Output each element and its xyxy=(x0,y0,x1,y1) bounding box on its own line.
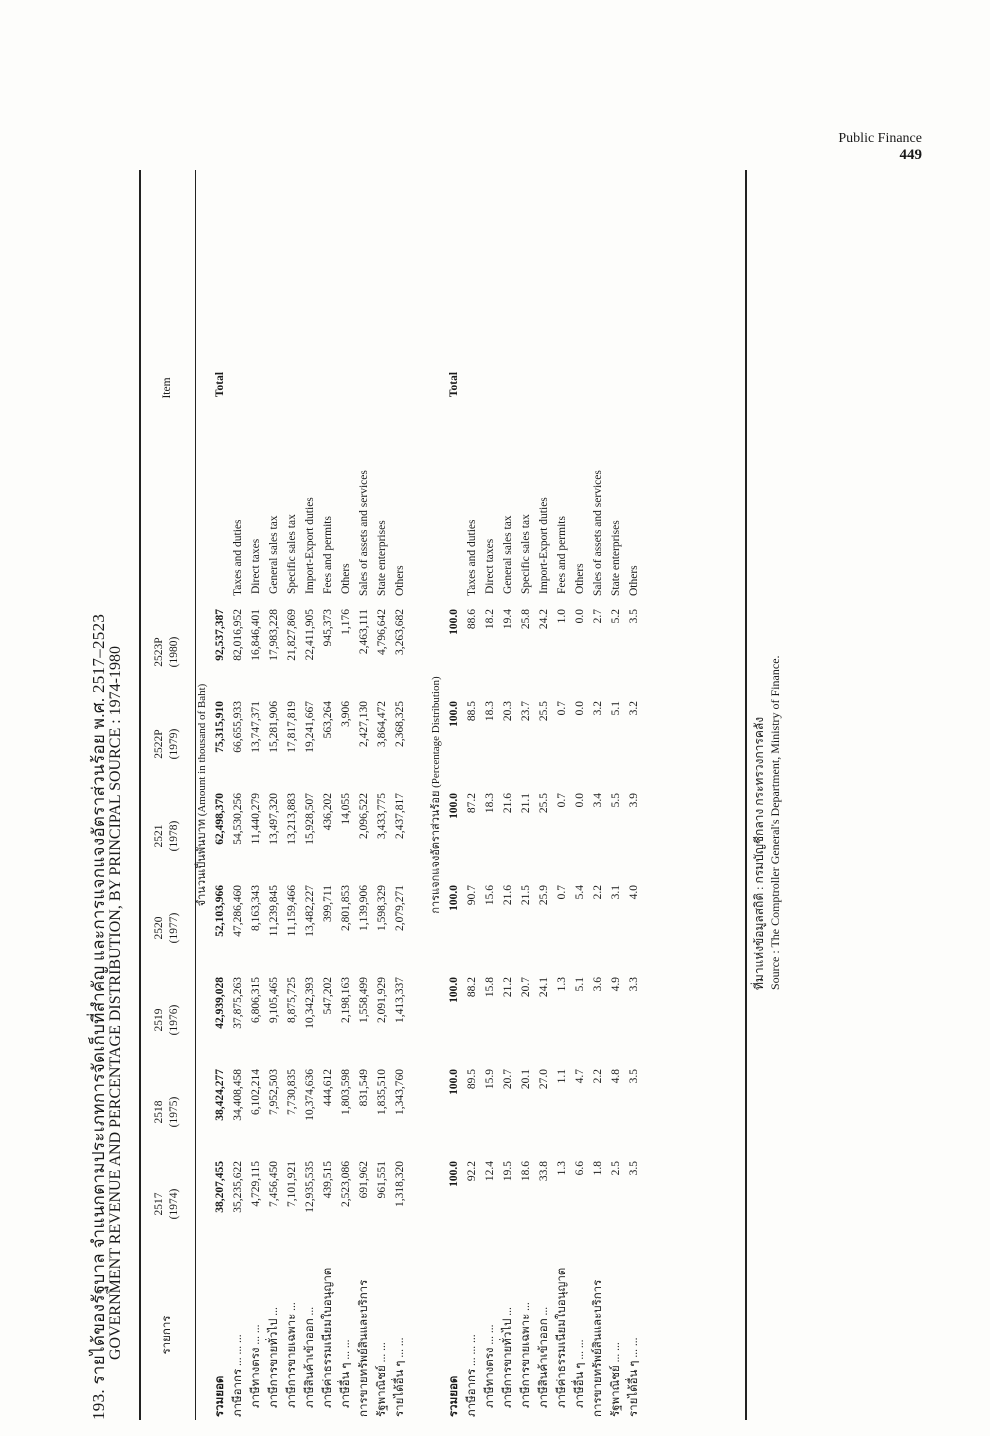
cell-value: 0.7 xyxy=(556,885,568,900)
page-header xyxy=(838,130,922,164)
section-gap xyxy=(409,170,427,1420)
cell-value: 21.2 xyxy=(502,977,514,998)
cell-value: 1.1 xyxy=(556,1069,568,1084)
row-label-english: Import-Export duties xyxy=(304,497,316,594)
cell-value: 3.3 xyxy=(628,977,640,992)
row-label-thai: ภาษีสินค้าเข้าออก ... xyxy=(538,1306,550,1408)
source-english: Source : The Comptroller General's Department, Ministry of Finance. xyxy=(768,655,782,990)
cell-value: 4,729,115 xyxy=(250,1161,262,1207)
cell-value: 92,537,387 xyxy=(214,609,226,661)
row-label-thai: การขายทรัพย์สินและบริการ xyxy=(592,1279,604,1417)
row-label-thai: ภาษีค่าธรรมเนียมใบอนุญาต xyxy=(322,1267,334,1408)
col-item: Item xyxy=(160,377,173,399)
cell-value: 3,433,775 xyxy=(376,793,388,839)
cell-value: 8,875,725 xyxy=(286,977,298,1023)
cell-value: 100.0 xyxy=(448,977,460,1003)
cell-value: 4.0 xyxy=(628,885,640,900)
table-row xyxy=(535,170,553,1420)
row-label-thai: รวมยอด xyxy=(214,1375,226,1417)
cell-value: 87.2 xyxy=(466,793,478,814)
table-row xyxy=(391,170,409,1420)
cell-value: 19.4 xyxy=(502,609,514,630)
col-year: 2523P (1980) xyxy=(153,636,180,668)
cell-value: 1,598,329 xyxy=(376,885,388,931)
cell-value: 100.0 xyxy=(448,793,460,819)
cell-value: 6,102,214 xyxy=(250,1069,262,1115)
cell-value: 66,655,933 xyxy=(232,701,244,753)
cell-value: 3.5 xyxy=(628,1161,640,1176)
cell-value: 5.1 xyxy=(610,701,622,716)
cell-value: 62,498,370 xyxy=(214,793,226,845)
row-label-english: Total xyxy=(448,371,460,398)
cell-value: 15,928,507 xyxy=(304,793,316,845)
row-label-english: Direct taxes xyxy=(484,538,496,594)
row-label-english: Fees and permits xyxy=(556,516,568,594)
cell-value: 34,408,458 xyxy=(232,1069,244,1121)
row-label-thai: ภาษีอื่น ๆ ... ... xyxy=(340,1339,352,1408)
rotated-table-page xyxy=(45,170,845,1420)
cell-value: 22,411,905 xyxy=(304,609,316,661)
cell-value: 6,806,315 xyxy=(250,977,262,1023)
row-label-thai: ภาษีค่าธรรมเนียมใบอนุญาต xyxy=(556,1267,568,1408)
row-label-english: Fees and permits xyxy=(322,516,334,594)
cell-value: 3,864,472 xyxy=(376,701,388,747)
cell-value: 21.6 xyxy=(502,885,514,906)
cell-value: 7,952,503 xyxy=(268,1069,280,1115)
cell-value: 37,875,263 xyxy=(232,977,244,1029)
cell-value: 18.6 xyxy=(520,1161,532,1182)
cell-value: 92.2 xyxy=(466,1161,478,1182)
cell-value: 3.5 xyxy=(628,1069,640,1084)
cell-value: 21,827,869 xyxy=(286,609,298,661)
cell-value: 444,612 xyxy=(322,1069,334,1107)
cell-value: 831,549 xyxy=(358,1069,370,1107)
row-label-english: Specific sales tax xyxy=(520,514,532,594)
table-row xyxy=(463,170,481,1420)
cell-value: 7,101,921 xyxy=(286,1161,298,1207)
cell-value: 1,558,499 xyxy=(358,977,370,1023)
cell-value: 547,202 xyxy=(322,977,334,1015)
row-label-thai: ภาษีการขายทั่วไป ... xyxy=(502,1307,514,1408)
column-header-row xyxy=(141,170,193,1420)
cell-value: 5.1 xyxy=(574,977,586,992)
col-year: 2519 (1976) xyxy=(153,1004,180,1036)
cell-value: 14,055 xyxy=(340,793,352,825)
row-label-thai: ภาษีอากร ... ... ... xyxy=(232,1334,244,1417)
cell-value: 436,202 xyxy=(322,793,334,831)
cell-value: 52,103,966 xyxy=(214,885,226,937)
cell-value: 5.4 xyxy=(574,885,586,900)
row-label-thai: การขายทรัพย์สินและบริการ xyxy=(358,1279,370,1417)
cell-value: 38,207,455 xyxy=(214,1161,226,1213)
table-row xyxy=(571,170,589,1420)
table-row xyxy=(283,170,301,1420)
cell-value: 13,213,883 xyxy=(286,793,298,845)
cell-value: 4,796,642 xyxy=(376,609,388,655)
cell-value: 100.0 xyxy=(448,1069,460,1095)
row-label-thai: ภาษีอื่น ๆ ... ... xyxy=(574,1339,586,1408)
cell-value: 3,906 xyxy=(340,701,352,727)
cell-value: 1.8 xyxy=(592,1161,604,1176)
row-label-thai: ภาษีอากร ... ... ... xyxy=(466,1334,478,1417)
table-row xyxy=(301,170,319,1420)
cell-value: 88.6 xyxy=(466,609,478,630)
cell-value: 1,176 xyxy=(340,609,352,635)
row-label-english: Others xyxy=(628,565,640,596)
row-label-english: Taxes and duties xyxy=(466,519,478,596)
cell-value: 11,159,466 xyxy=(286,885,298,937)
cell-value: 2.2 xyxy=(592,885,604,900)
cell-value: 24.1 xyxy=(538,977,550,998)
cell-value: 19,241,667 xyxy=(304,701,316,753)
cell-value: 6.6 xyxy=(574,1161,586,1176)
col-thai-item: รายการ xyxy=(160,1315,173,1355)
cell-value: 11,239,845 xyxy=(268,885,280,937)
cell-value: 0.0 xyxy=(574,701,586,716)
row-label-english: General sales tax xyxy=(268,515,280,594)
cell-value: 3.2 xyxy=(628,701,640,716)
row-label-thai: ภาษีสินค้าเข้าออก ... xyxy=(304,1306,316,1408)
cell-value: 9,105,465 xyxy=(268,977,280,1023)
cell-value: 35,235,622 xyxy=(232,1161,244,1213)
table-row xyxy=(481,170,499,1420)
cell-value: 1.3 xyxy=(556,977,568,992)
cell-value: 399,711 xyxy=(322,885,334,922)
table-row xyxy=(265,170,283,1420)
table-row xyxy=(319,170,337,1420)
cell-value: 27.0 xyxy=(538,1069,550,1090)
cell-value: 7,730,835 xyxy=(286,1069,298,1115)
cell-value: 2.2 xyxy=(592,1069,604,1084)
table-row xyxy=(517,170,535,1420)
cell-value: 18.3 xyxy=(484,793,496,814)
row-label-english: Sales of assets and services xyxy=(358,470,370,596)
cell-value: 33.8 xyxy=(538,1161,550,1182)
table-title-thai: 193. รายได้ของรัฐบาล จำแนกตามประเภทการจัดเก็บที่สำคัญ และการแจกแจงอัตราส่วนร้อย พ.ศ. 2517–2523 xyxy=(89,613,108,1420)
cell-value: 4.9 xyxy=(610,977,622,992)
cell-value: 20.7 xyxy=(520,977,532,998)
page-number: 449 xyxy=(899,147,922,163)
table-row xyxy=(499,170,517,1420)
col-year: 2517 (1974) xyxy=(153,1188,180,1220)
cell-value: 89.5 xyxy=(466,1069,478,1090)
cell-value: 2.5 xyxy=(610,1161,622,1176)
section-title-amount: จำนวนเป็นพันบาท (Amount in thousand of Baht) xyxy=(196,683,208,907)
table-row xyxy=(625,170,643,1420)
row-label-thai: ภาษีการขายทั่วไป ... xyxy=(268,1307,280,1408)
cell-value: 15,281,906 xyxy=(268,701,280,753)
cell-value: 15.9 xyxy=(484,1069,496,1090)
cell-value: 23.7 xyxy=(520,701,532,722)
cell-value: 12,935,535 xyxy=(304,1161,316,1213)
cell-value: 25.9 xyxy=(538,885,550,906)
cell-value: 20.3 xyxy=(502,701,514,722)
cell-value: 100.0 xyxy=(448,885,460,911)
table-row xyxy=(211,170,229,1420)
col-year: 2520 (1977) xyxy=(153,912,180,944)
table-row xyxy=(589,170,607,1420)
header-rule xyxy=(195,170,196,1420)
cell-value: 17,817,819 xyxy=(286,701,298,753)
row-label-english: General sales tax xyxy=(502,515,514,594)
cell-value: 5.5 xyxy=(610,793,622,808)
cell-value: 1,139,906 xyxy=(358,885,370,931)
table-title-english: GOVERNMENT REVENUE AND PERCENTAGE DISTRIBUTION, BY PRINCIPAL SOURCE : 1974-1980 xyxy=(107,646,124,1360)
cell-value: 11,440,279 xyxy=(250,793,262,845)
row-label-thai: ภาษีทางตรง ... ... xyxy=(250,1324,262,1408)
cell-value: 47,286,460 xyxy=(232,885,244,937)
cell-value: 15.8 xyxy=(484,977,496,998)
cell-value: 0.0 xyxy=(574,793,586,808)
cell-value: 16,846,401 xyxy=(250,609,262,661)
cell-value: 25.5 xyxy=(538,701,550,722)
cell-value: 13,482,227 xyxy=(304,885,316,937)
revenue-table xyxy=(141,170,643,1420)
cell-value: 100.0 xyxy=(448,609,460,635)
table-row xyxy=(607,170,625,1420)
row-label-thai: รายได้อื่น ๆ ... ... xyxy=(628,1337,640,1417)
section-name: Public Finance xyxy=(838,131,922,146)
cell-value: 54,530,256 xyxy=(232,793,244,845)
cell-value: 10,342,393 xyxy=(304,977,316,1029)
row-label-english: Taxes and duties xyxy=(232,519,244,596)
cell-value: 21.5 xyxy=(520,885,532,906)
cell-value: 1.3 xyxy=(556,1161,568,1176)
cell-value: 7,456,450 xyxy=(268,1161,280,1207)
cell-value: 1,318,320 xyxy=(394,1161,406,1207)
cell-value: 12.4 xyxy=(484,1161,496,1182)
cell-value: 3.4 xyxy=(592,793,604,808)
cell-value: 13,747,371 xyxy=(250,701,262,753)
row-label-english: Total xyxy=(214,371,226,398)
row-label-english: Specific sales tax xyxy=(286,514,298,594)
cell-value: 2,523,086 xyxy=(340,1161,352,1207)
cell-value: 13,497,320 xyxy=(268,793,280,845)
cell-value: 2.7 xyxy=(592,609,604,624)
row-label-thai: รัฐพาณิชย์ ... ... xyxy=(376,1342,388,1417)
table-row xyxy=(337,170,355,1420)
cell-value: 3.9 xyxy=(628,793,640,808)
row-label-english: Others xyxy=(394,565,406,596)
cell-value: 5.2 xyxy=(610,609,622,624)
cell-value: 3.2 xyxy=(592,701,604,716)
row-label-thai: รวมยอด xyxy=(448,1375,460,1417)
table-row xyxy=(373,170,391,1420)
table-row xyxy=(553,170,571,1420)
cell-value: 691,962 xyxy=(358,1161,370,1199)
cell-value: 20.1 xyxy=(520,1069,532,1090)
row-label-english: Direct taxes xyxy=(250,538,262,594)
cell-value: 25.8 xyxy=(520,609,532,630)
cell-value: 945,373 xyxy=(322,609,334,647)
cell-value: 961,551 xyxy=(376,1161,388,1199)
cell-value: 2,463,111 xyxy=(358,609,370,655)
cell-value: 25.5 xyxy=(538,793,550,814)
cell-value: 100.0 xyxy=(448,701,460,727)
cell-value: 21.1 xyxy=(520,793,532,814)
cell-value: 1,835,510 xyxy=(376,1069,388,1115)
cell-value: 21.6 xyxy=(502,793,514,814)
cell-value: 3,263,682 xyxy=(394,609,406,655)
row-label-english: Sales of assets and services xyxy=(592,470,604,596)
cell-value: 10,374,636 xyxy=(304,1069,316,1121)
cell-value: 2,096,522 xyxy=(358,793,370,839)
cell-value: 0.7 xyxy=(556,701,568,716)
row-label-thai: รัฐพาณิชย์ ... ... xyxy=(610,1342,622,1417)
table-row xyxy=(445,170,463,1420)
cell-value: 42,939,028 xyxy=(214,977,226,1029)
cell-value: 4.7 xyxy=(574,1069,586,1084)
cell-value: 1,413,337 xyxy=(394,977,406,1023)
row-label-english: State enterprises xyxy=(610,520,622,596)
row-label-english: Others xyxy=(574,563,586,594)
cell-value: 20.7 xyxy=(502,1069,514,1090)
row-label-thai: ภาษีทางตรง ... ... xyxy=(484,1324,496,1408)
cell-value: 0.0 xyxy=(574,609,586,624)
cell-value: 8,163,343 xyxy=(250,885,262,931)
cell-value: 2,437,817 xyxy=(394,793,406,839)
cell-value: 2,198,163 xyxy=(340,977,352,1023)
cell-value: 24.2 xyxy=(538,609,550,630)
table-row xyxy=(355,170,373,1420)
cell-value: 4.8 xyxy=(610,1069,622,1084)
source-thai: ที่มาแห่งข้อมูลสถิติ : กรมบัญชีกลาง กระทรวงการคลัง xyxy=(752,716,766,990)
col-year: 2518 (1975) xyxy=(153,1096,180,1128)
cell-value: 3.5 xyxy=(628,609,640,624)
cell-value: 15.6 xyxy=(484,885,496,906)
cell-value: 38,424,277 xyxy=(214,1069,226,1121)
cell-value: 2,801,853 xyxy=(340,885,352,931)
cell-value: 1.0 xyxy=(556,609,568,624)
cell-value: 563,264 xyxy=(322,701,334,739)
cell-value: 1,803,598 xyxy=(340,1069,352,1115)
cell-value: 2,091,929 xyxy=(376,977,388,1023)
cell-value: 88.5 xyxy=(466,701,478,722)
table-row xyxy=(229,170,247,1420)
row-label-thai: ภาษีการขายเฉพาะ ... xyxy=(520,1302,532,1408)
cell-value: 90.7 xyxy=(466,885,478,906)
cell-value: 75,315,910 xyxy=(214,701,226,753)
cell-value: 439,515 xyxy=(322,1161,334,1199)
col-year: 2521 (1978) xyxy=(153,820,180,852)
cell-value: 1,343,760 xyxy=(394,1069,406,1115)
cell-value: 19.5 xyxy=(502,1161,514,1182)
table-row xyxy=(247,170,265,1420)
bottom-rule xyxy=(745,170,747,1420)
cell-value: 82,016,952 xyxy=(232,609,244,661)
cell-value: 3.1 xyxy=(610,885,622,900)
cell-value: 88.2 xyxy=(466,977,478,998)
cell-value: 18.2 xyxy=(484,609,496,630)
cell-value: 100.0 xyxy=(448,1161,460,1187)
section-title-percent: การแจกแจงอัตราส่วนร้อย (Percentage Distribution) xyxy=(430,676,442,914)
cell-value: 18.3 xyxy=(484,701,496,722)
cell-value: 17,983,228 xyxy=(268,609,280,661)
col-year: 2522P (1979) xyxy=(153,728,180,760)
cell-value: 0.7 xyxy=(556,793,568,808)
row-label-thai: ภาษีการขายเฉพาะ ... xyxy=(286,1302,298,1408)
cell-value: 2,079,271 xyxy=(394,885,406,931)
cell-value: 2,427,130 xyxy=(358,701,370,747)
row-label-english: Import-Export duties xyxy=(538,497,550,594)
cell-value: 2,368,325 xyxy=(394,701,406,747)
row-label-english: Others xyxy=(340,563,352,594)
row-label-english: State enterprises xyxy=(376,520,388,596)
row-label-thai: รายได้อื่น ๆ ... ... xyxy=(394,1337,406,1417)
cell-value: 3.6 xyxy=(592,977,604,992)
